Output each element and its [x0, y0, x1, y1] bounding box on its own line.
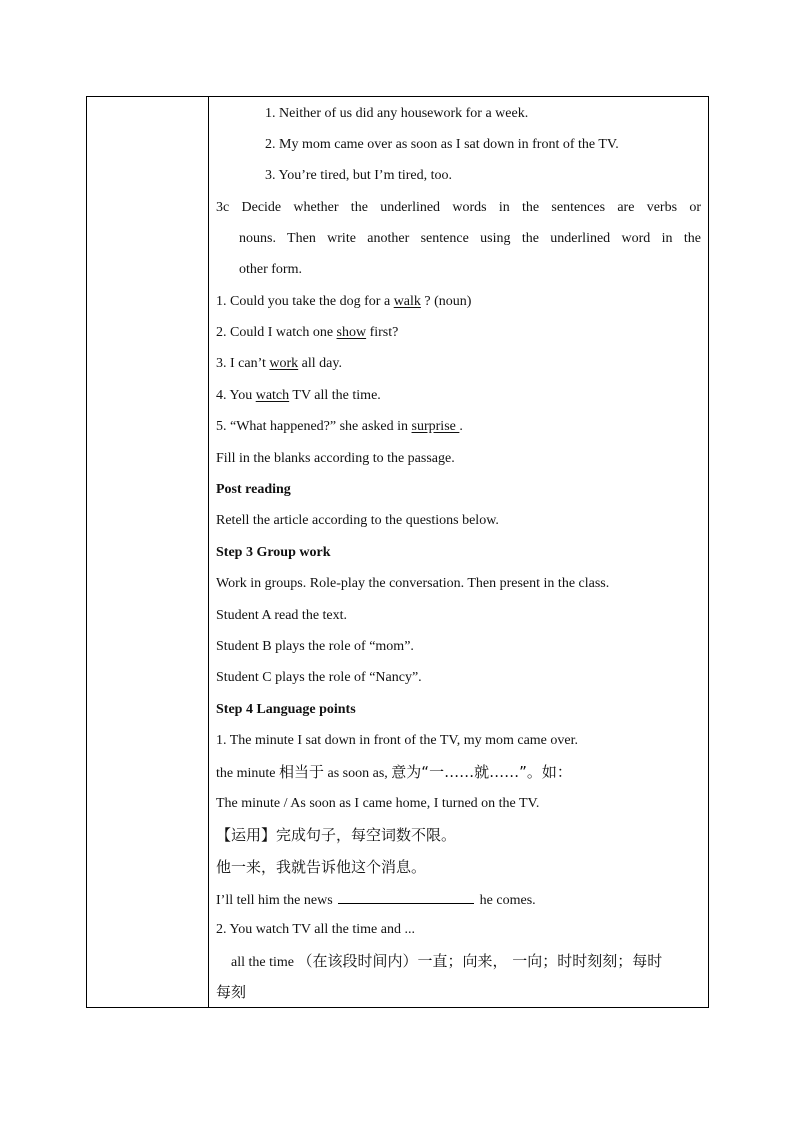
student-a-role: Student A read the text.: [216, 608, 348, 623]
question-3: [216, 355, 701, 373]
definition-term: all the time: [231, 955, 298, 970]
answer-blank[interactable]: [338, 889, 474, 904]
left-column-cell: [87, 97, 209, 1007]
question-1-text: 1. Could you take the dog for a: [216, 294, 394, 309]
step-3-heading: Step 3 Group work: [216, 545, 331, 560]
language-point-explanation: [216, 763, 701, 783]
question-4-text: 4. You: [216, 388, 256, 403]
task-3c-line-2: nouns. Then write another sentence using the underlined word in the: [239, 231, 701, 246]
practice-chinese-sentence: 他一来，我就告诉他这个消息。: [216, 858, 427, 876]
student-c-role: Student C plays the role of “Nancy”.: [216, 670, 422, 685]
question-4: [216, 387, 701, 405]
practice-instruction: 【运用】完成句子，每空词数不限。: [216, 826, 457, 844]
task-3c-line-3: other form.: [239, 262, 302, 277]
question-5: [216, 418, 701, 436]
all-the-time-definition: [231, 952, 701, 972]
underlined-word-walk: walk: [393, 294, 421, 309]
language-point-1: 1. The minute I sat down in front of the TV, my mom came over.: [216, 733, 578, 748]
step-4-heading: Step 4 Language points: [216, 702, 356, 717]
post-reading-heading: Post reading: [216, 482, 291, 497]
question-2-suffix: first?: [366, 325, 399, 340]
question-1: [216, 293, 701, 311]
practice-english-sentence: [216, 889, 701, 910]
practice-sentence-start: I’ll tell him the news: [216, 893, 333, 908]
example-sentence-3: 3. You’re tired, but I’m tired, too.: [265, 168, 453, 183]
group-work-instruction: Work in groups. Role-play the conversation. Then present in the class.: [216, 576, 610, 591]
explanation-phrase: as soon as,: [324, 766, 392, 781]
underlined-word-watch: watch: [255, 388, 290, 403]
question-1-suffix: ? (noun): [420, 294, 472, 309]
lesson-table: [86, 96, 709, 1008]
question-5-text: 5. “What happened?” she asked in: [216, 419, 412, 434]
explanation-meaning: 意为“一……就……”。如：: [391, 763, 572, 781]
underlined-word-surprise: surprise: [411, 419, 460, 434]
underlined-word-show: show: [336, 325, 367, 340]
all-the-time-definition-cont: 每刻: [216, 983, 247, 1001]
question-3-text: 3. I can’t: [216, 356, 270, 371]
example-sentence-2: 2. My mom came over as soon as I sat down in front of the TV.: [265, 137, 619, 152]
practice-sentence-end: he comes.: [476, 893, 536, 908]
question-5-suffix: .: [459, 419, 463, 434]
student-b-role: Student B plays the role of “mom”.: [216, 639, 414, 654]
retell-instruction: Retell the article according to the questions below.: [216, 513, 499, 528]
explanation-term: the minute: [216, 766, 279, 781]
right-column-cell: [209, 97, 708, 1007]
question-3-suffix: all day.: [298, 356, 342, 371]
fill-instruction: Fill in the blanks according to the passage.: [216, 451, 455, 466]
underlined-word-work: work: [269, 356, 299, 371]
example-sentence-1: 1. Neither of us did any housework for a week.: [265, 106, 529, 121]
explanation-equivalent: 相当于: [279, 763, 325, 781]
task-3c-line-1: 3c Decide whether the underlined words in the sentences are verbs or: [216, 200, 701, 215]
language-point-example: The minute / As soon as I came home, I turned on the TV.: [216, 796, 540, 811]
question-4-suffix: TV all the time.: [289, 388, 381, 403]
definition-text: （在该段时间内）一直；向来， 一向；时时刻刻；每时: [297, 952, 663, 970]
question-2: [216, 324, 701, 342]
question-2-text: 2. Could I watch one: [216, 325, 337, 340]
language-point-2: 2. You watch TV all the time and ...: [216, 922, 415, 937]
